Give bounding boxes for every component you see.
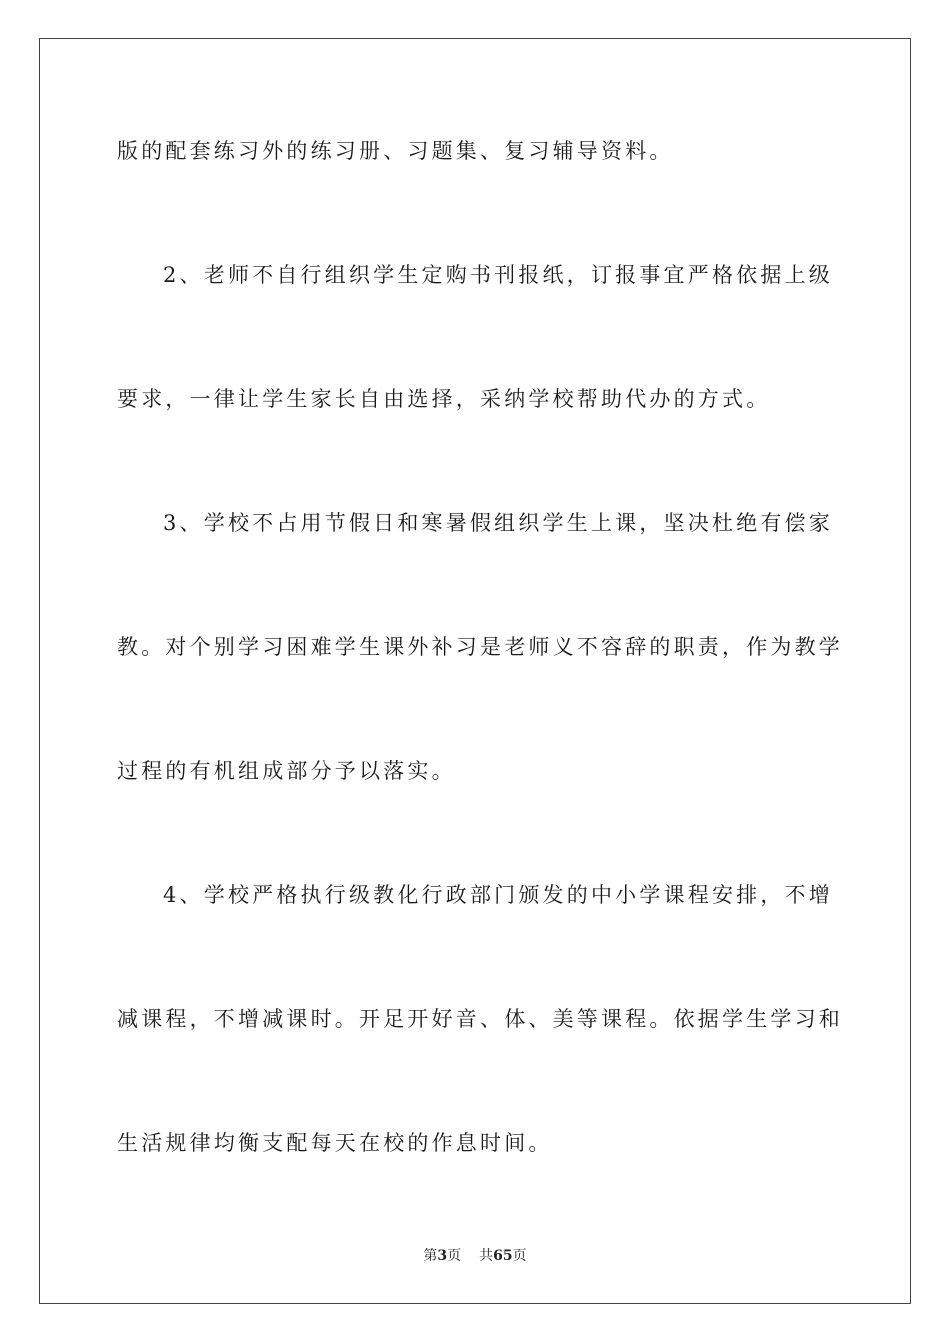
paragraph-line-5: 教。对个别学习困难学生课外补习是老师义不容辞的职责，作为教学 bbox=[117, 635, 843, 659]
footer-total-prefix: 共 bbox=[479, 1248, 494, 1264]
footer-total-pages: 65 bbox=[493, 1248, 513, 1264]
paragraph-line-6: 过程的有机组成部分予以落实。 bbox=[117, 759, 456, 783]
page-footer bbox=[0, 1246, 950, 1266]
footer-page-suffix: 页 bbox=[447, 1248, 462, 1264]
paragraph-line-4: 3、学校不占用节假日和寒暑假组织学生上课，坚决杜绝有偿家 bbox=[163, 511, 833, 535]
paragraph-line-2: 2、老师不自行组织学生定购书刊报纸，订报事宜严格依据上级 bbox=[163, 263, 833, 287]
paragraph-line-9: 生活规律均衡支配每天在校的作息时间。 bbox=[117, 1131, 553, 1155]
paragraph-line-1: 版的配套练习外的练习册、习题集、复习辅导资料。 bbox=[117, 139, 674, 163]
footer-total-suffix: 页 bbox=[512, 1248, 527, 1264]
footer-page-prefix: 第 bbox=[423, 1248, 438, 1264]
paragraph-line-8: 减课程，不增减课时。开足开好音、体、美等课程。依据学生学习和 bbox=[117, 1007, 843, 1031]
paragraph-line-7: 4、学校严格执行级教化行政部门颁发的中小学课程安排，不增 bbox=[163, 883, 833, 907]
footer-page-number: 3 bbox=[437, 1248, 448, 1264]
paragraph-line-3: 要求，一律让学生家长自由选择，采纳学校帮助代办的方式。 bbox=[117, 387, 771, 411]
page-border bbox=[39, 38, 911, 1304]
